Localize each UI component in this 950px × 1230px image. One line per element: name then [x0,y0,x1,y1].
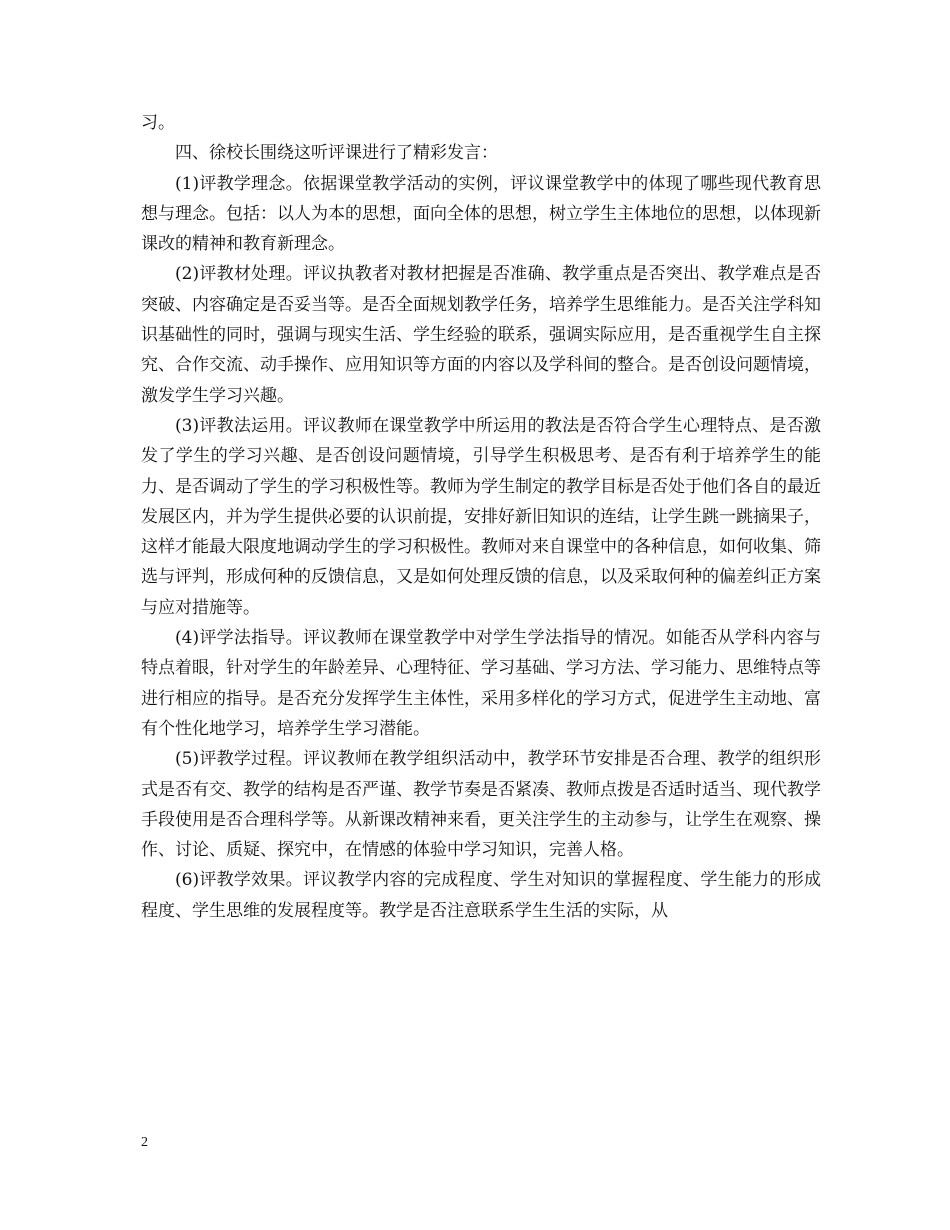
paragraph-item-5: (5)评教学过程。评议教师在教学组织活动中，教学环节安排是否合理、教学的组织形式是否有交、教学的结构是否严谨、教学节奏是否紧凑、教师点拨是否适时适当、现代教学手段使用是否合理科学等。从新课改精神来看，更关注学生的主动参与，让学生在观察、操作、讨论、质疑、探究中，在情感的体验中学习知识，完善人格。 [141,749,821,861]
paragraph-item-1: (1)评教学理念。依据课堂教学活动的实例，评议课堂教学中的体现了哪些现代教育思想与理念。包括：以人为本的思想，面向全体的思想，树立学生主体地位的思想，以体现新课改的精神和教育新理念。 [141,173,821,255]
paragraph-section-heading: 四、徐校长围绕这听评课进行了精彩发言： [175,143,498,164]
paragraph-item-3: (3)评教法运用。评议教师在课堂教学中所运用的教法是否符合学生心理特点、是否激发了学生的学习兴趣、是否创设问题情境，引导学生积极思考、是否有利于培养学生的能力、是否调动了学生的学习积极性等。教师为学生制定的教学目标是否处于他们各自的最近发展区内，并为学生提供必要的认识前提，安排好新旧知识的连结，让学生跳一跳摘果子，这样才能最大限度地调动学生的学习积极性。教师对来自课堂中的各种信息，如何收集、筛选与评判，形成何种的反馈信息，又是如何处理反馈的信息，以及采取何种的偏差纠正方案与应对措施等。 [141,415,821,618]
document-body [141,108,821,926]
paragraph-continuation: 习。 [141,113,175,133]
page-number: 2 [141,1135,148,1150]
paragraph-item-6: (6)评教学效果。评议教学内容的完成程度、学生对知识的掌握程度、学生能力的形成程度、学生思维的发展程度等。教学是否注意联系学生生活的实际，从 [141,870,821,921]
paragraph-item-2: (2)评教材处理。评议执教者对教材把握是否准确、教学重点是否突出、教学难点是否突破、内容确定是否妥当等。是否全面规划教学任务，培养学生思维能力。是否关注学科知识基础性的同时，强调与现实生活、学生经验的联系，强调实际应用，是否重视学生自主探究、合作交流、动手操作、应用知识等方面的内容以及学科间的整合。是否创设问题情境，激发学生学习兴趣。 [141,264,821,406]
paragraph-item-4: (4)评学法指导。评议教师在课堂教学中对学生学法指导的情况。如能否从学科内容与特点着眼，针对学生的年龄差异、心理特征、学习基础、学习方法、学习能力、思维特点等进行相应的指导。是否充分发挥学生主体性，采用多样化的学习方式，促进学生主动地、富有个性化地学习，培养学生学习潜能。 [141,628,821,739]
